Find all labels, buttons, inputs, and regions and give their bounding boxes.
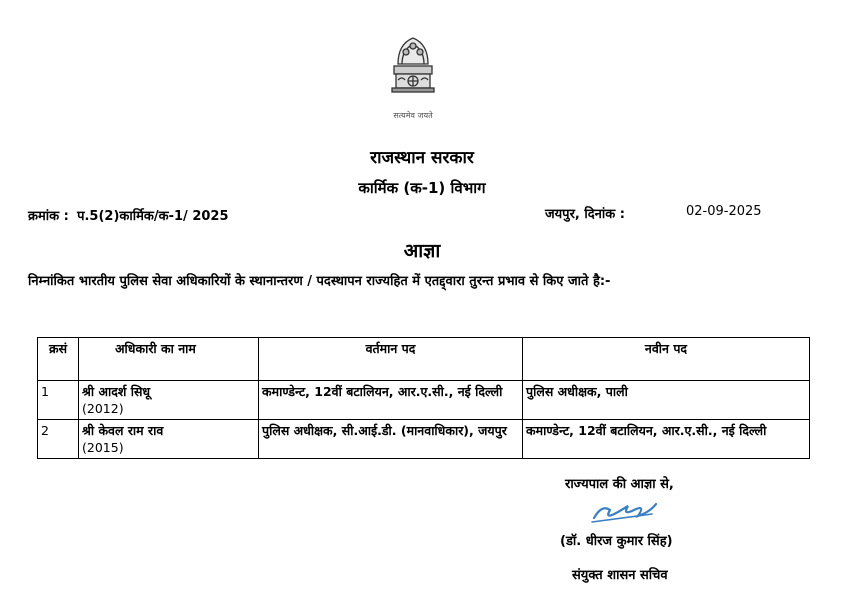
signatory-designation: संयुक्त शासन सचिव [572, 568, 668, 583]
signature-icon [588, 498, 660, 526]
table-header-row [38, 338, 810, 381]
table-row [38, 381, 810, 420]
header-officer-name: अधिकारी का नाम [79, 338, 259, 381]
officer-name: श्री आदर्श सिधू [82, 384, 151, 399]
row-serial: 2 [38, 420, 79, 459]
row-officer [79, 381, 259, 420]
government-title: राजस्थान सरकार [370, 148, 474, 168]
order-intro: निम्नांकित भारतीय पुलिस सेवा अधिकारियों के स्थानान्तरण / पदस्थापन राज्यहित में एतद्द्वारा तुरन्त प्रभाव से किए जाते है:- [28, 274, 611, 289]
table-row [38, 420, 810, 459]
department-title: कार्मिक (क-1) विभाग [358, 179, 486, 197]
row-serial: 1 [38, 381, 79, 420]
date-value: 02-09-2025 [686, 204, 762, 219]
emblem-motto: सत्यमेव जयते [393, 111, 433, 120]
officer-name: श्री केवल राम राव [82, 423, 164, 438]
transfer-table [37, 337, 810, 459]
reference-label: क्रमांक : [28, 209, 69, 224]
officer-batch: (2012) [82, 401, 124, 416]
order-title: आज्ञा [403, 240, 441, 262]
reference-value: प.5(2)कार्मिक/क-1/ 2025 [77, 209, 229, 224]
signatory-name: (डॉ. धीरज कुमार सिंह) [560, 534, 673, 549]
governor-authority: राज्यपाल की आज्ञा से, [565, 477, 674, 492]
officer-batch: (2015) [82, 440, 124, 455]
state-emblem-icon [380, 30, 446, 120]
row-current-post: पुलिस अधीक्षक, सी.आई.डी. (मानवाधिकार), जयपुर [259, 420, 523, 459]
header-current-post: वर्तमान पद [259, 338, 523, 381]
row-officer [79, 420, 259, 459]
row-current-post: कमाण्डेन्ट, 12वीं बटालियन, आर.ए.सी., नई दिल्ली [259, 381, 523, 420]
header-serial: क्रसं [38, 338, 79, 381]
date-label: जयपुर, दिनांक : [545, 207, 625, 222]
reference-number [28, 206, 229, 224]
row-new-post: पुलिस अधीक्षक, पाली [523, 381, 810, 420]
row-new-post: कमाण्डेन्ट, 12वीं बटालियन, आर.ए.सी., नई दिल्ली [523, 420, 810, 459]
header-new-post: नवीन पद [523, 338, 810, 381]
